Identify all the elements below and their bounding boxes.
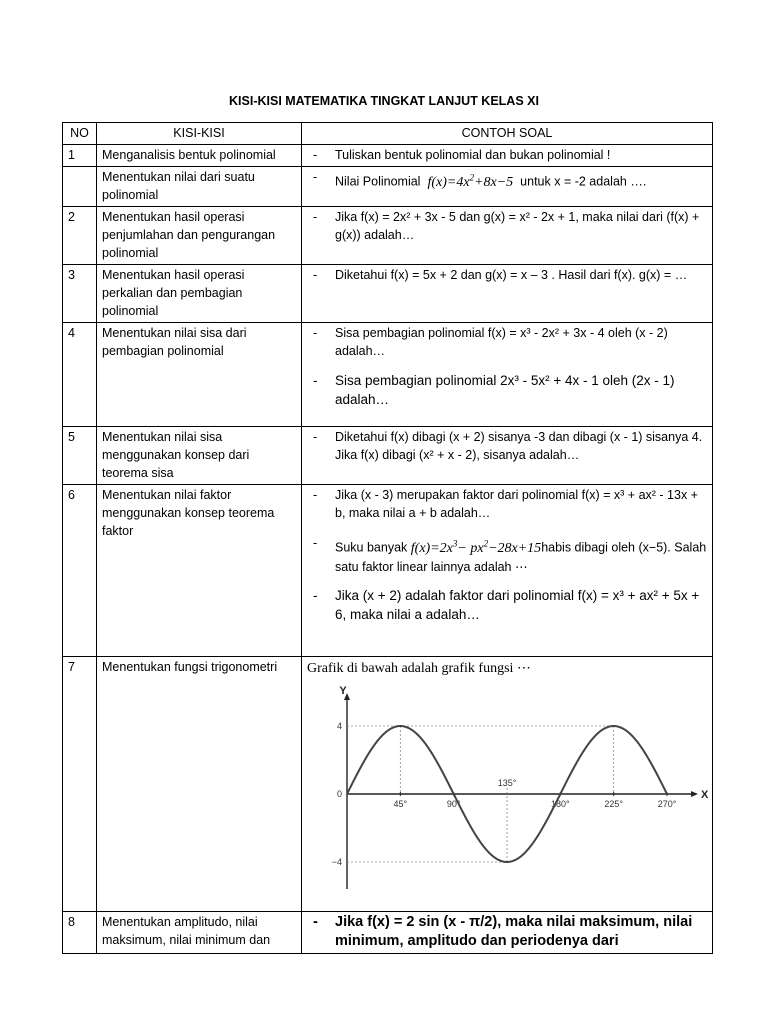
question-prefix: Suku banyak <box>335 540 408 555</box>
question-text: Jika f(x) = 2x² + 3x - 5 dan g(x) = x² - 2x + 1, maka nilai dari (f(x) + g(x)) adalah… <box>335 210 700 242</box>
question-text: Jika f(x) = 2 sin (x - π/2), maka nilai maksimum, nilai minimum, amplitudo dan periodenya dari <box>335 914 693 949</box>
question-text <box>335 534 707 576</box>
row-no: 2 <box>63 207 97 265</box>
data-point <box>533 842 534 843</box>
question-text: Jika (x + 2) adalah faktor dari polinomial f(x) = x³ + ax² + 5x + 6, maka nilai a adalah… <box>335 587 700 622</box>
formula-part: =4 <box>446 174 464 190</box>
polynomial-formula <box>410 538 542 556</box>
question-suffix: habis dibagi oleh (x−5). Salah satu faktor linear lainnya adalah ⋯ <box>335 540 707 574</box>
x-tick-label: 225° <box>604 799 623 809</box>
row-soal <box>302 657 713 912</box>
formula-part: x <box>436 174 443 190</box>
bullet-dash: - <box>313 587 318 603</box>
formula-part: x <box>477 540 484 556</box>
formula-part: − p <box>457 540 478 556</box>
row-kisi: Menentukan fungsi trigonometri <box>97 657 302 912</box>
bullet-dash: - <box>313 373 318 388</box>
formula-exponent: 2 <box>469 172 475 182</box>
formula-part: x <box>490 174 497 190</box>
header-kisi: KISI-KISI <box>97 123 302 145</box>
table-header-row <box>63 123 713 145</box>
bullet-dash: - <box>313 488 318 502</box>
formula-exponent: 2 <box>483 538 489 548</box>
formula-part: f <box>427 174 432 190</box>
trig-graph-svg <box>307 684 707 909</box>
data-point <box>613 725 614 726</box>
formula-part: +8 <box>474 174 491 190</box>
y-tick-label: −4 <box>331 857 342 867</box>
trig-graph <box>307 684 707 909</box>
bullet-dash: - <box>313 210 318 224</box>
data-point <box>586 745 587 746</box>
row-no: 1 <box>63 145 97 167</box>
formula-part: x <box>511 540 518 556</box>
y-tick-label: 4 <box>336 721 342 731</box>
row-no: 8 <box>63 912 97 954</box>
question-suffix: untuk x = -2 adalah …. <box>520 174 647 189</box>
formula-part: x <box>419 540 426 556</box>
bullet-dash: - <box>313 148 318 162</box>
data-point <box>640 745 641 746</box>
question-text: Sisa pembagian polinomial f(x) = x³ - 2x² + 3x - 4 oleh (x - 2) adalah… <box>335 326 668 358</box>
data-point <box>560 793 561 794</box>
row-soal <box>302 265 713 323</box>
row-kisi: Menentukan nilai sisa dari pembagian polinomial <box>97 323 302 427</box>
x-tick-label: 90° <box>446 799 461 809</box>
data-point <box>666 793 667 794</box>
formula-part: ( <box>431 174 436 190</box>
row-no: 3 <box>63 265 97 323</box>
bullet-dash: - <box>313 430 318 444</box>
row-kisi: Menentukan hasil operasi penjumlahan dan pengurangan polinomial <box>97 207 302 265</box>
y-axis-label: Y <box>339 685 347 697</box>
question-text: Grafik di bawah adalah grafik fungsi ⋯ <box>307 661 531 676</box>
row-no <box>63 167 97 207</box>
row-soal <box>302 167 713 207</box>
row-soal <box>302 323 713 427</box>
table-row <box>63 265 713 323</box>
x-tick-label: 45° <box>393 799 408 809</box>
table-row <box>63 145 713 167</box>
table-row <box>63 485 713 657</box>
header-no: NO <box>63 123 97 145</box>
row-kisi: Menganalisis bentuk polinomial <box>97 145 302 167</box>
data-point <box>346 793 347 794</box>
row-soal <box>302 427 713 485</box>
row-soal <box>302 912 713 954</box>
question-text: Jika (x - 3) merupakan faktor dari polinomial f(x) = x³ + ax² - 13x + b, maka nilai a + b adalah… <box>335 488 698 520</box>
row-kisi: Menentukan amplitudo, nilai maksimum, nilai minimum dan <box>97 912 302 954</box>
formula-part: x <box>463 174 470 190</box>
data-point <box>453 793 454 794</box>
formula-part: x <box>446 540 453 556</box>
table-row <box>63 207 713 265</box>
formula-part: −5 <box>496 174 514 190</box>
document-title: KISI-KISI MATEMATIKA TINGKAT LANJUT KELAS XI <box>229 94 539 108</box>
row-kisi: Menentukan nilai faktor menggunakan konsep teorema faktor <box>97 485 302 657</box>
table-row <box>63 427 713 485</box>
header-soal: CONTOH SOAL <box>302 123 713 145</box>
x-axis-arrow <box>691 791 698 797</box>
bullet-dash: - <box>313 326 318 340</box>
question-text: Tuliskan bentuk polinomial dan bukan polinomial ! <box>335 148 611 162</box>
row-kisi: Menentukan nilai sisa menggunakan konsep dari teorema sisa <box>97 427 302 485</box>
question-text: Diketahui f(x) = 5x + 2 dan g(x) = x – 3 . Hasil dari f(x). g(x) = … <box>335 268 688 282</box>
bullet-dash: - <box>313 170 318 184</box>
formula-part: f <box>410 540 415 556</box>
table-row <box>63 912 713 954</box>
polynomial-formula <box>424 172 517 190</box>
table-row <box>63 167 713 207</box>
bullet-dash: - <box>313 914 318 930</box>
formula-part: =2 <box>430 540 447 556</box>
bullet-dash: - <box>313 536 318 550</box>
formula-part: ) <box>425 540 431 556</box>
question-text <box>335 168 707 192</box>
x-marker-label: 135° <box>497 778 517 788</box>
kisi-table <box>62 122 713 954</box>
question-text: Sisa pembagian polinomial 2x³ - 5x² + 4x - 1 oleh (2x - 1) adalah… <box>335 373 675 407</box>
row-kisi: Menentukan nilai dari suatu polinomial <box>97 167 302 207</box>
table-row <box>63 657 713 912</box>
formula-part: +15 <box>517 540 542 556</box>
formula-part: ) <box>442 174 447 190</box>
data-point <box>480 842 481 843</box>
x-axis-label: X <box>701 789 709 801</box>
formula-part: −28 <box>488 540 512 556</box>
data-point <box>506 861 507 862</box>
x-tick-label: 270° <box>657 799 677 809</box>
data-point <box>400 725 401 726</box>
bullet-dash: - <box>313 268 318 282</box>
row-no: 4 <box>63 323 97 427</box>
row-kisi: Menentukan hasil operasi perkalian dan pembagian polinomial <box>97 265 302 323</box>
formula-exponent: 3 <box>452 538 458 548</box>
row-no: 7 <box>63 657 97 912</box>
question-text: Diketahui f(x) dibagi (x + 2) sisanya -3 dan dibagi (x - 1) sisanya 4. Jika f(x) dibagi (x² + x - 2), sisanya adalah… <box>335 430 703 462</box>
y-tick-label: 0 <box>336 789 342 799</box>
row-soal <box>302 145 713 167</box>
row-no: 5 <box>63 427 97 485</box>
formula-part: ( <box>414 540 420 556</box>
table-row <box>63 323 713 427</box>
question-prefix: Nilai Polinomial <box>335 174 421 189</box>
data-point <box>426 745 427 746</box>
data-point <box>373 745 374 746</box>
x-tick-label: 180° <box>551 799 570 809</box>
row-soal <box>302 485 713 657</box>
row-soal <box>302 207 713 265</box>
row-no: 6 <box>63 485 97 657</box>
